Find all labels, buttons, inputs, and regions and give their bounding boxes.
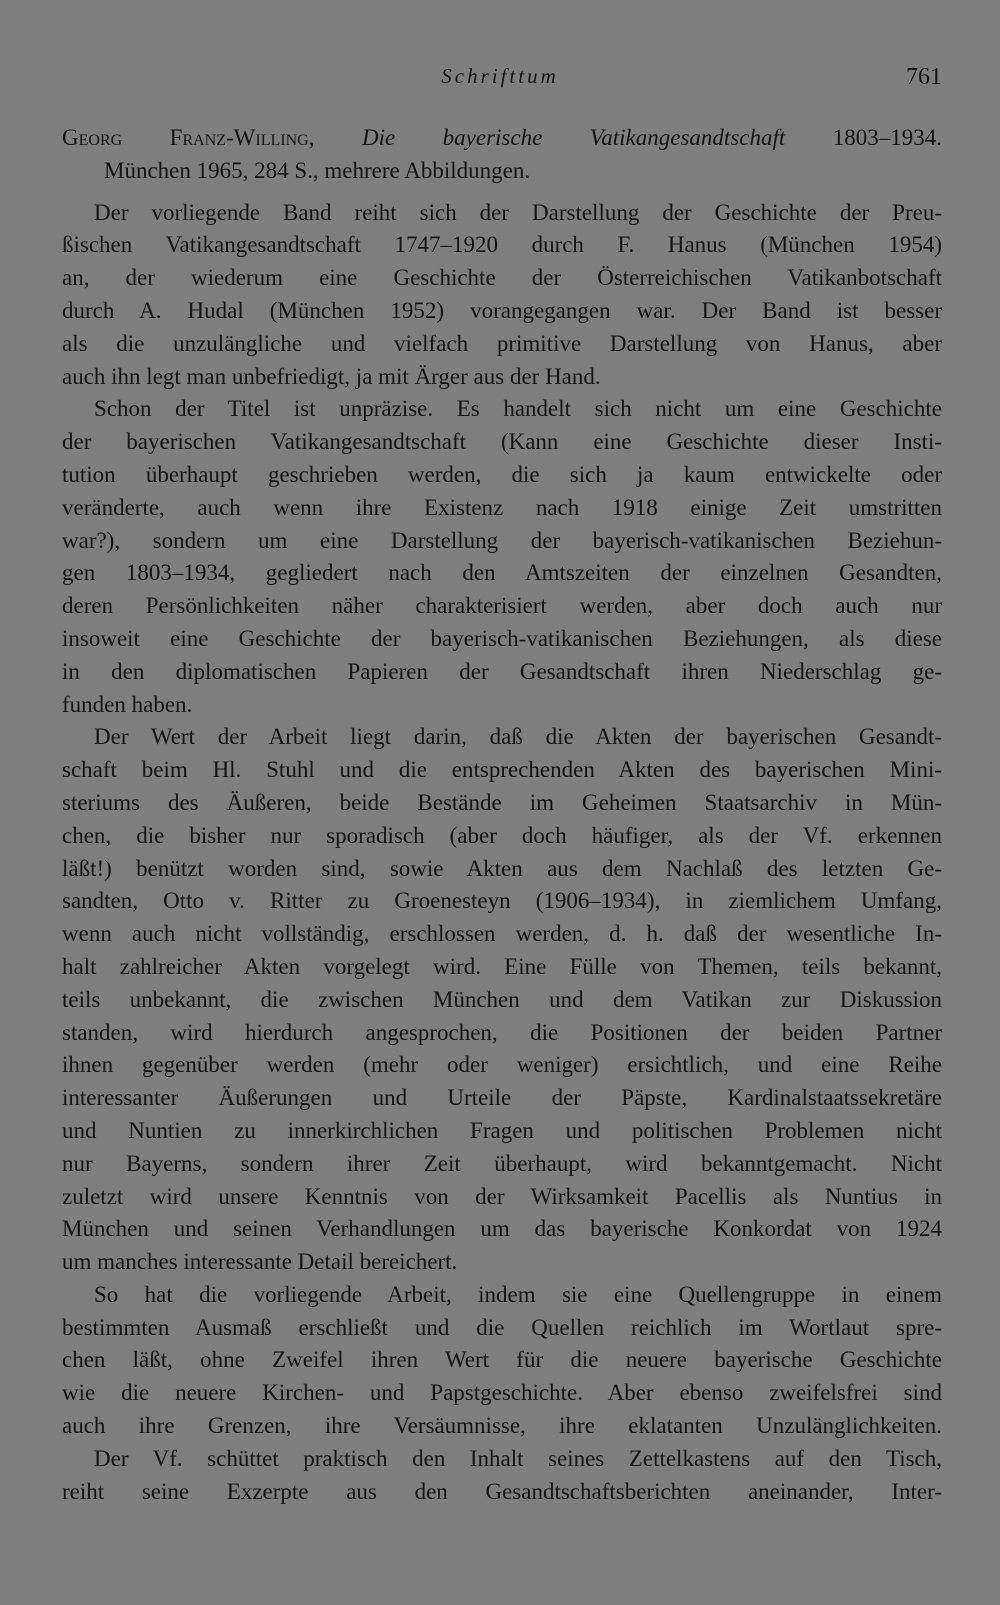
text-line: nur Bayerns, sondern ihrer Zeit überhaupt, wird bekanntgemacht. Nicht [62,1150,942,1176]
text-line: So hat die vorliegende Arbeit, indem sie eine Quellengruppe in einem [94,1281,942,1307]
text-line: ßischen Vatikangesandtschaft 1747–1920 durch F. Hanus (München 1954) [62,232,942,258]
entry-title: Die bayerische Vatikangesandtschaft [361,125,786,150]
review-text [62,197,942,1509]
text-line: auch ihn legt man unbefriedigt, ja mit Ärger aus der Hand. [62,363,601,389]
entry-author: Georg Franz-Willing, [62,125,315,150]
text-line: chen, die bisher nur sporadisch (aber doch häufiger, als der Vf. erkennen [62,822,942,848]
entry-imprint: München 1965, 284 S., mehrere Abbildungen. [104,157,531,183]
text-line: Der Vf. schüttet praktisch den Inhalt seines Zettelkastens auf den Tisch, [94,1445,942,1471]
text-line: chen läßt, ohne Zweifel ihren Wert für die neuere bayerische Geschichte [62,1347,942,1373]
text-line: an, der wiederum eine Geschichte der Österreichischen Vatikanbotschaft [62,265,942,291]
text-line: teils unbekannt, die zwischen München und dem Vatikan zur Diskussion [62,986,942,1012]
bibliographic-entry-line [62,122,942,155]
text-line: und Nuntien zu innerkirchlichen Fragen und politischen Problemen nicht [62,1117,942,1143]
text-line: funden haben. [62,691,193,717]
text-line: um manches interessante Detail bereichert. [62,1249,458,1275]
text-line: zuletzt wird unsere Kenntnis von der Wirksamkeit Pacellis als Nuntius in [62,1183,942,1209]
text-line: auch ihre Grenzen, ihre Versäumnisse, ihre eklatanten Unzulänglichkeiten. [62,1413,942,1439]
text-line: Der Wert der Arbeit liegt darin, daß die Akten der bayerischen Gesandt- [94,724,942,750]
text-line: läßt!) benützt worden sind, sowie Akten aus dem Nachlaß des letzten Ge- [62,855,942,881]
text-line: als die unzulängliche und vielfach primitive Darstellung von Hanus, aber [62,330,942,356]
review-body [62,122,942,1508]
text-line: deren Persönlichkeiten näher charakterisiert werden, aber doch auch nur [62,593,942,619]
text-line: war?), sondern um eine Darstellung der bayerisch-vatikanischen Beziehun- [62,527,942,553]
text-line: durch A. Hudal (München 1952) vorangegangen war. Der Band ist besser [62,297,942,323]
text-line: interessanter Äußerungen und Urteile der Päpste, Kardinalstaatssekretäre [62,1085,942,1111]
text-line: wie die neuere Kirchen- und Papstgeschichte. Aber ebenso zweifelsfrei sind [62,1380,942,1406]
text-line: veränderte, auch wenn ihre Existenz nach 1918 einige Zeit umstritten [62,494,942,520]
text-line: reiht seine Exzerpte aus den Gesandtschaftsberichten aneinander, Inter- [62,1478,942,1504]
text-line: in den diplomatischen Papieren der Gesandtschaft ihren Niederschlag ge- [62,658,942,684]
text-line: schaft beim Hl. Stuhl und die entsprechenden Akten des bayerischen Mini- [62,757,942,783]
text-line: tution überhaupt geschrieben werden, die sich ja kaum entwickelte oder [62,461,942,487]
running-title: Schrifttum [441,64,559,88]
text-line: halt zahlreicher Akten vorgelegt wird. Eine Fülle von Themen, teils bekannt, [62,953,942,979]
text-line: wenn auch nicht vollständig, erschlossen werden, d. h. daß der wesentliche In- [62,921,942,947]
text-line: gen 1803–1934, gegliedert nach den Amtszeiten der einzelnen Gesandten, [62,560,942,586]
text-line: steriums des Äußeren, beide Bestände im Geheimen Staatsarchiv in Mün- [62,789,942,815]
text-line: Schon der Titel ist unpräzise. Es handelt sich nicht um eine Geschichte [94,396,942,422]
text-line: ihnen gegenüber werden (mehr oder weniger) ersichtlich, und eine Reihe [62,1052,942,1078]
text-line: sandten, Otto v. Ritter zu Groenesteyn (1906–1934), in ziemlichem Umfang, [62,888,942,914]
entry-years: 1803–1934. [785,125,943,150]
text-line: bestimmten Ausmaß erschließt und die Quellen reichlich im Wortlaut spre- [62,1314,942,1340]
text-line: der bayerischen Vatikangesandtschaft (Kann eine Geschichte dieser Insti- [62,429,942,455]
page-number: 761 [906,64,942,90]
text-line: standen, wird hierdurch angesprochen, die Positionen der beiden Partner [62,1019,942,1045]
text-line: München und seinen Verhandlungen um das bayerische Konkordat von 1924 [62,1216,942,1242]
text-line: insoweit eine Geschichte der bayerisch-vatikanischen Beziehungen, als diese [62,625,942,651]
text-line: Der vorliegende Band reiht sich der Darstellung der Geschichte der Preu- [94,199,942,225]
